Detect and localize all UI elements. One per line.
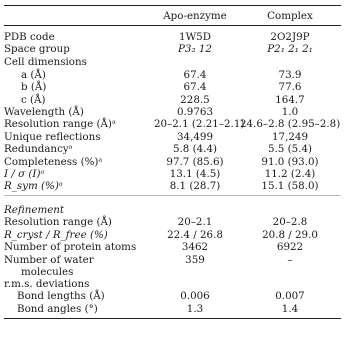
cell-complex: 20–2.8 [272, 216, 308, 228]
cell-complex: 73.9 [278, 69, 302, 81]
header-rule [4, 25, 341, 26]
table-row [4, 254, 341, 266]
row-label: Wavelength (Å) [4, 106, 84, 118]
table-row [4, 266, 341, 278]
row-label: Resolution range (Å) [4, 216, 112, 228]
cell-apo: 20–2.1 (2.21–2.1) [154, 118, 245, 130]
cell-apo: 3462 [181, 241, 209, 253]
row-label: R_sym (%)ᵃ [4, 180, 63, 192]
row-label: Completeness (%)ᵃ [4, 156, 103, 168]
table-row [4, 229, 341, 241]
row-label: Resolution range (Å)ᵃ [4, 118, 116, 130]
cell-apo: 8.1 (28.7) [169, 180, 221, 192]
table-row [4, 216, 341, 228]
section-spacer-rule [4, 195, 341, 196]
cell-apo: 228.5 [180, 94, 210, 106]
table-row [4, 69, 341, 81]
table-row [4, 131, 341, 143]
cell-complex: 1.4 [281, 303, 299, 315]
table-row [4, 204, 341, 216]
table-row [4, 303, 341, 315]
cell-complex: 11.2 (2.4) [264, 168, 316, 180]
cell-complex: P2₁ 2₁ 2₁ [267, 43, 313, 55]
table-row [4, 56, 341, 68]
table-row [4, 94, 341, 106]
table-row [4, 241, 341, 253]
cell-complex: 6922 [276, 241, 304, 253]
row-label: Bond angles (°) [17, 303, 98, 315]
cell-apo: 67.4 [183, 69, 207, 81]
cell-apo: 1.3 [186, 303, 204, 315]
table-row [4, 290, 341, 302]
cell-apo: 22.4 / 26.8 [167, 229, 223, 241]
table-bottom-rule [4, 318, 341, 319]
row-label: Number of water [4, 254, 94, 266]
cell-complex: 164.7 [275, 94, 305, 106]
cell-apo: 20–2.1 [177, 216, 213, 228]
cell-apo: 67.4 [183, 81, 207, 93]
cell-complex: – [287, 254, 293, 266]
table-row [4, 31, 341, 43]
table-row [4, 278, 341, 290]
row-label: Unique reflections [4, 131, 101, 143]
row-label: r.m.s. deviations [4, 278, 90, 290]
cell-complex: 17,249 [271, 131, 309, 143]
header-complex: Complex [267, 10, 313, 22]
cell-apo: P3₂ 12 [178, 43, 212, 55]
row-label: PDB code [4, 31, 55, 43]
table-top-rule [4, 5, 341, 6]
cell-apo: 0.006 [180, 290, 210, 302]
cell-apo: 5.8 (4.4) [172, 143, 218, 155]
row-label: Redundancyᵃ [4, 143, 73, 155]
cell-apo: 1W5D [179, 31, 211, 43]
cell-apo: 359 [185, 254, 205, 266]
cell-complex: 20.8 / 29.0 [262, 229, 318, 241]
cell-complex: 5.5 (5.4) [267, 143, 313, 155]
cell-complex: 91.0 (93.0) [261, 156, 319, 168]
header-apo-enzyme: Apo-enzyme [163, 10, 227, 22]
cell-complex: 1.0 [281, 106, 299, 118]
table-row [4, 168, 341, 180]
row-label: a (Å) [21, 69, 46, 81]
row-label: I / σ (I)ᵃ [4, 168, 45, 180]
table-row [4, 106, 341, 118]
row-label: c (Å) [21, 94, 46, 106]
row-label: Cell dimensions [4, 56, 87, 68]
cell-apo: 34,499 [176, 131, 214, 143]
section-heading: Refinement [4, 204, 65, 216]
row-label: Number of protein atoms [4, 241, 137, 253]
table-row [4, 156, 341, 168]
row-label: Bond lengths (Å) [17, 290, 105, 302]
cell-apo: 0.9763 [176, 106, 214, 118]
cell-complex: 15.1 (58.0) [261, 180, 319, 192]
cell-apo: 97.7 (85.6) [166, 156, 224, 168]
row-label: Space group [4, 43, 70, 55]
table-row [4, 81, 341, 93]
row-label: b (Å) [21, 81, 47, 93]
table-row [4, 180, 341, 192]
cell-complex: 2O2J9P [270, 31, 310, 43]
table-row [4, 118, 341, 130]
table-header-row [4, 10, 341, 22]
cell-apo: 13.1 (4.5) [169, 168, 221, 180]
cell-complex: 0.007 [275, 290, 305, 302]
cell-complex: 24.6–2.8 (2.95–2.8) [240, 118, 341, 130]
table-row [4, 143, 341, 155]
table-row [4, 43, 341, 55]
row-label: molecules [21, 266, 74, 278]
row-label: R_cryst / R_free (%) [4, 229, 108, 241]
cell-complex: 77.6 [278, 81, 302, 93]
